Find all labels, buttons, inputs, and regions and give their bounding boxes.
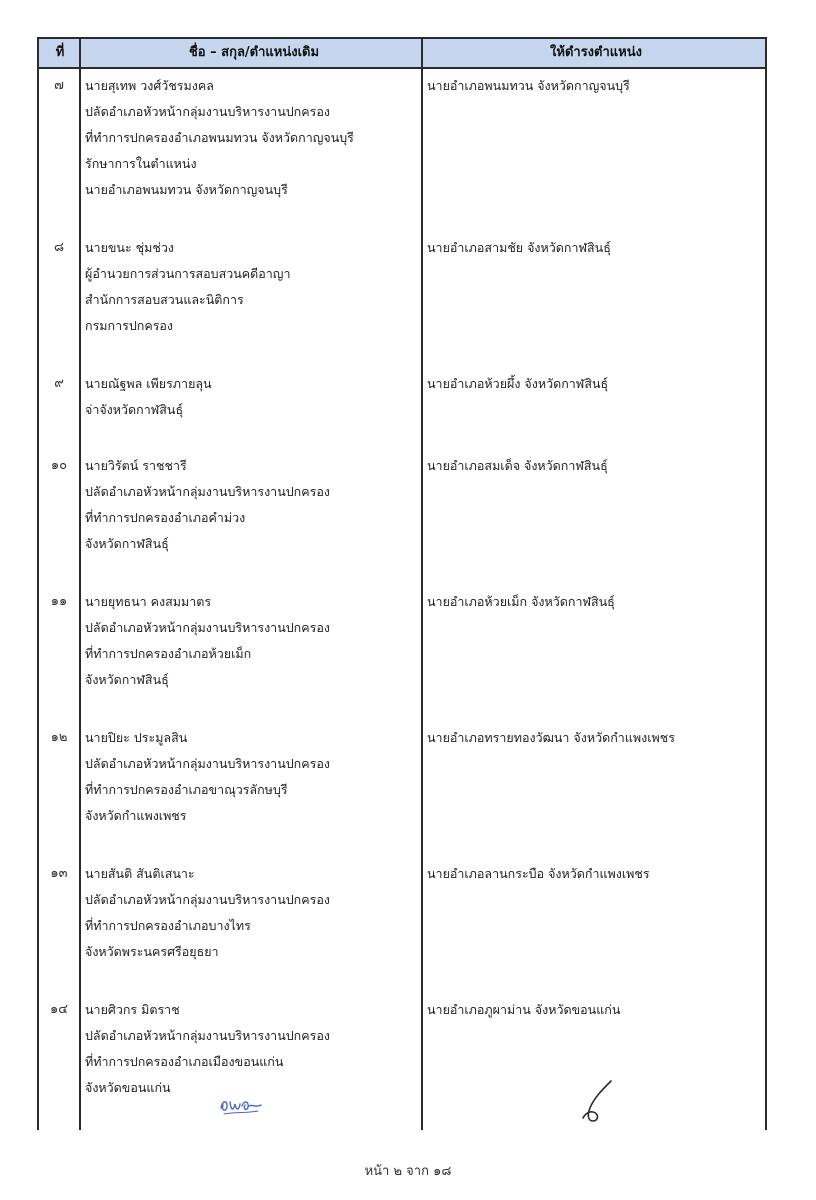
row-number: ๗ [54, 78, 64, 93]
old-position-line: ปลัดอำเภอหัวหน้ากลุ่มงานบริหารงานปกครอง [85, 892, 330, 907]
old-position-line: นายปิยะ ประมูลสิน [85, 730, 188, 745]
old-position-line: ปลัดอำเภอหัวหน้ากลุ่มงานบริหารงานปกครอง [85, 756, 330, 771]
new-position-cell: นายอำเภอห้วยเม็ก จังหวัดกาฬสินธุ์ [427, 594, 615, 609]
old-position-line: จ่าจังหวัดกาฬสินธุ์ [85, 402, 184, 417]
page-number: หน้า ๒ จาก ๑๘ [364, 1164, 452, 1179]
header-new-position: ให้ดำรงตำแหน่ง [550, 45, 642, 60]
old-position-line: ที่ทำการปกครองอำเภอห้วยเม็ก [85, 646, 252, 661]
row-number: ๑๔ [49, 1002, 69, 1017]
new-position-cell: นายอำเภอห้วยผึ้ง จังหวัดกาฬสินธุ์ [427, 376, 609, 391]
old-position-line: นายขนะ ชุ่มช่วง [85, 240, 174, 255]
handwritten-initials [218, 1092, 264, 1118]
old-position-line: ผู้อำนวยการส่วนการสอบสวนคดีอาญา [85, 266, 291, 281]
old-position-cell [83, 73, 425, 203]
old-position-line: ปลัดอำเภอหัวหน้ากลุ่มงานบริหารงานปกครอง [85, 104, 330, 119]
old-position-line: ที่ทำการปกครองอำเภอเมืองขอนแก่น [85, 1054, 284, 1069]
row-number: ๑๒ [50, 730, 68, 745]
old-position-cell [83, 235, 425, 339]
row-number: ๙ [54, 376, 64, 391]
old-position-line: ที่ทำการปกครองอำเภอพนมทวน จังหวัดกาญจนบุรี [85, 130, 354, 145]
new-position-cell: นายอำเภอพนมทวน จังหวัดกาญจนบุรี [427, 78, 630, 93]
old-position-cell [83, 861, 425, 965]
table-border-right [765, 37, 767, 1130]
old-position-line: ปลัดอำเภอหัวหน้ากลุ่มงานบริหารงานปกครอง [85, 1028, 330, 1043]
old-position-line: จังหวัดกาฬสินธุ์ [85, 536, 169, 551]
table-divider-1 [79, 37, 81, 1130]
appointment-table [37, 37, 767, 1130]
old-position-line: นายสุเทพ วงศ์วัชรมงคล [85, 78, 214, 93]
row-number: ๑๓ [50, 866, 68, 881]
row-number: ๑๐ [50, 458, 68, 473]
old-position-line: ที่ทำการปกครองอำเภอคำม่วง [85, 510, 246, 525]
new-position-cell: นายอำเภอสามชัย จังหวัดกาฬสินธุ์ [427, 240, 611, 255]
old-position-line: รักษาการในตำแหน่ง [85, 156, 197, 171]
old-position-line: ปลัดอำเภอหัวหน้ากลุ่มงานบริหารงานปกครอง [85, 484, 330, 499]
table-border-left [37, 37, 39, 1130]
new-position-cell: นายอำเภอสมเด็จ จังหวัดกาฬสินธุ์ [427, 458, 608, 473]
new-position-cell: นายอำเภอทรายทองวัฒนา จังหวัดกำแพงเพชร [427, 730, 675, 745]
old-position-line: นายยุทธนา คงสมมาตร [85, 594, 212, 609]
old-position-cell [83, 589, 425, 693]
table-header [37, 37, 767, 69]
old-position-line: นายณัฐพล เพียรภายลุน [85, 376, 212, 391]
old-position-line: ที่ทำการปกครองอำเภอบางไทร [85, 918, 251, 933]
old-position-line: ที่ทำการปกครองอำเภอขาณุวรลักษบุรี [85, 782, 288, 797]
old-position-line: จังหวัดกำแพงเพชร [85, 808, 187, 823]
old-position-line: นายวิรัตน์ ราชชารี [85, 458, 187, 473]
new-position-cell: นายอำเภอลานกระบือ จังหวัดกำแพงเพชร [427, 866, 650, 881]
row-number: ๘ [53, 240, 65, 255]
new-position-cell: นายอำเภอภูผาม่าน จังหวัดขอนแก่น [427, 1002, 621, 1017]
old-position-cell [83, 997, 425, 1101]
old-position-line: กรมการปกครอง [85, 318, 174, 333]
old-position-line: จังหวัดพระนครศรีอยุธยา [85, 944, 219, 959]
old-position-line: นายศิวกร มิตราช [85, 1002, 180, 1017]
old-position-line: นายอำเภอพนมทวน จังหวัดกาญจนบุรี [85, 182, 288, 197]
header-no: ที่ [55, 45, 65, 60]
old-position-line: นายสันติ สันติเสนาะ [85, 866, 195, 881]
row-number: ๑๑ [50, 594, 68, 609]
old-position-cell [83, 725, 425, 829]
old-position-line: จังหวัดกาฬสินธุ์ [85, 672, 169, 687]
old-position-line: จังหวัดขอนแก่น [85, 1080, 171, 1095]
old-position-line: ปลัดอำเภอหัวหน้ากลุ่มงานบริหารงานปกครอง [85, 620, 330, 635]
old-position-line: สำนักการสอบสวนและนิติการ [85, 292, 244, 307]
signature-mark [578, 1078, 618, 1126]
header-old-position: ชื่อ – สกุล/ตำแหน่งเดิม [188, 45, 320, 60]
old-position-cell [83, 371, 425, 423]
old-position-cell [83, 453, 425, 557]
